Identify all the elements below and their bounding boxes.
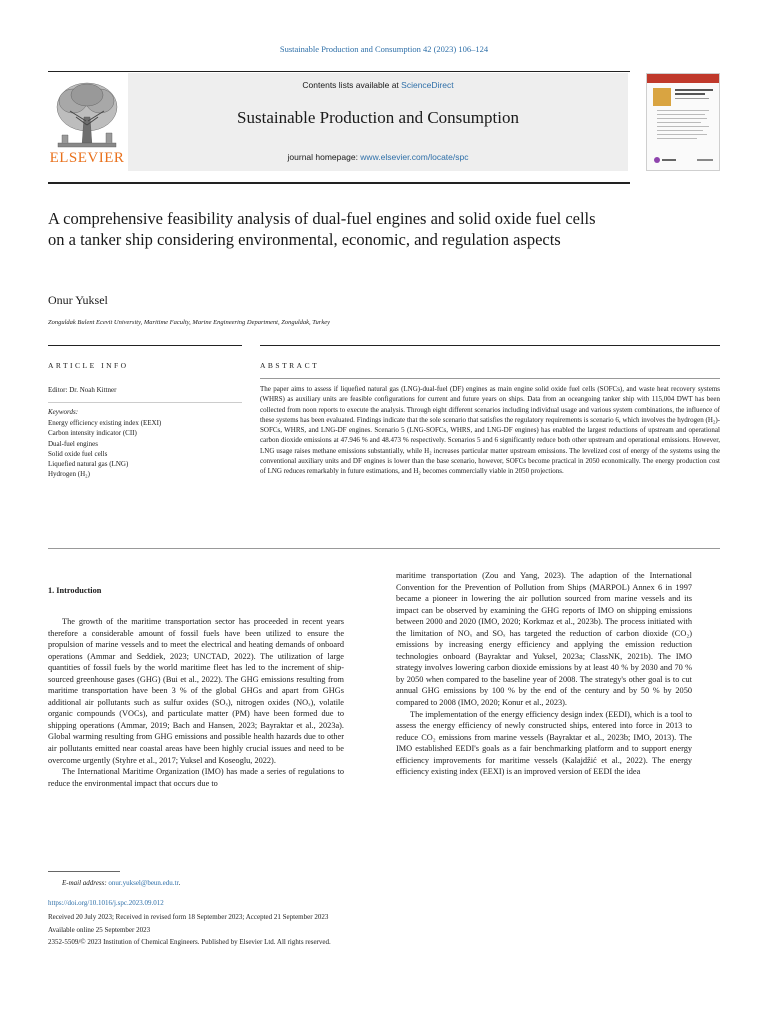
author-name[interactable]: Onur Yuksel xyxy=(48,293,108,307)
body-column-right xyxy=(396,570,692,778)
body-paragraph: maritime transportation (Zou and Yang, 2023). The adaption of the International Convention for the Prevention of Pollution from Ships (MARPOL) Annex 6 in 1997 became a pioneer in lowering the air pollution sourced from marine vessels and its impact can be observed by examining the GHG reports of IMO on shipping emissions between 2000 and 2020 (IMO, 2020; Korkmaz et al., 2023b). The process initiated with the limitation of NOₓ and SOₓ has targeted the reduction of carbon dioxide (CO₂) emissions by increasing energy efficiency and applying the emission reduction technologies onboard (Bayraktar and Yuksel, 2023a; ClassNK, 2021b). The IMO strategy involves lowering carbon dioxide emissions by at least 40 % by 2030 and 70 % by 2050 when compared to the baseline year of 2008. The strategy's other goal is to cut annual GHG emissions by 100 % by the end of the century and by 50 % by 2050 compared to 2008 (IMO, 2020; Konur et al., 2023). xyxy=(396,571,692,708)
sciencedirect-link[interactable]: ScienceDirect xyxy=(401,80,454,90)
homepage-link[interactable]: www.elsevier.com/locate/spc xyxy=(360,152,469,162)
keyword-item: Energy efficiency existing index (EEXI) xyxy=(48,419,162,427)
keyword-item: Carbon intensity indicator (CII) xyxy=(48,429,137,438)
abstract-rule xyxy=(260,345,720,346)
keyword-item: Solid oxide fuel cells xyxy=(48,449,108,458)
contents-prefix: Contents lists available at xyxy=(302,80,402,90)
header-bottom-rule xyxy=(48,182,630,184)
keyword-item: Dual-fuel engines xyxy=(48,439,98,448)
journal-title: Sustainable Production and Consumption xyxy=(237,108,519,127)
abstract-heading: ABSTRACT xyxy=(260,361,320,370)
body-paragraph: The implementation of the energy efficiency design index (EEDI), which is a tool to assess the energy efficiency of newly constructed ships, entered into force in 2013 to reduce CO₂ emissions from marine vessels (Bayraktar et al., 2023b; IMO, 2013). The IMO established EEDI's goals as a fair benchmarking platform and to support energy efficiency improvements for maritime vessels (Kalajdžić et al., 2022). The energy efficiency existing index (EEXI) is an improved version of EEDI the idea xyxy=(396,709,692,777)
running-head[interactable]: Sustainable Production and Consumption 42 (2023) 106–124 xyxy=(279,44,489,54)
keyword-item: Liquefied natural gas (LNG) xyxy=(48,460,129,469)
body-paragraph: The growth of the maritime transportation sector has proceeded in recent years therefore a considerable amount of fossil fuels have been utilized to ensure the propulsion of marine vessels and to meet the electrical and heating demands of onboard operations (Ammar and Seddiek, 2023; UNCTAD, 2022). The utilization of large quantities of fossil fuels by the world maritime fleet has led to the increment of ship-sourced greenhouse gases (GHG) (Bui et al., 2022). The GHG emissions resulting from maritime transportation have been 3 % of the global GHGs and apart from GHGs additional air pollutants such as sulfur oxides (SOₓ), nitrogen oxides (NOₓ), volatile organic compounds (VOCs), and particulate matter (PM) have been formed due to shipping operations (Ammar, 2019; Bach and Hansen, 2023; Bayraktar et al., 2023a). Global warming resulting from GHG emissions and possible health hazards due to other air pollutants emitted near coastal areas have been highly crucial issues and need to be overcome urgently (Styhre et al., 2017; Yuksel and Koseoglu, 2022). xyxy=(48,617,344,765)
contents-line xyxy=(128,80,628,90)
available-online: Available online 25 September 2023 xyxy=(48,926,151,934)
header-top-rule xyxy=(48,71,630,72)
homepage-line xyxy=(128,152,628,162)
email-link[interactable]: onur.yuksel@beun.edu.tr xyxy=(108,879,179,887)
body-column-left xyxy=(48,616,344,789)
abstract-text: The paper aims to assess if liquefied natural gas (LNG)-dual-fuel (DF) engines as main engine solid oxide fuel cells (SOFCs), and waste heat recovery systems (WHRS) as auxiliary units are feasible configurations for current and future years on ships. Data from an oceangoing tanker ship with 115,004 DWT has been collected from noon reports to execute the analysis. Through eight different scenarios including individual usage and various system combinations, the influence of these systems has been evaluated. Findings indicate that the sole scenario that satisfies the regulatory requirements is scenario 6, which involves the hydrogen (H₂)-SOFCs, WHRS, and LNG-DF engines. Scenario 5 (LNG-SOFCs, WHRS, and LNG-DF engines) has enabled the largest reductions of upstream and operational carbon dioxide emissions at 47.946 % and 48.473 % respectively. Scenarios 5 and 6 significantly reduce both other upstream and operational emissions. However, LNG usage raises methane emissions substantially, while H₂ increases particular matter upstream emissions. The levelized cost of energy of the systems using the conventional auxiliary units and DF engines is lower than the base scenario, however, SOFCs become practical in 2050 economically. The energy production cost of LNG reduces remarkably in future estimations, and H₂ becomes commercially viable in 2050 projections. xyxy=(260,385,720,476)
email-footnote xyxy=(62,879,180,887)
abstract-top-rule xyxy=(260,378,720,379)
author-affiliation: Zonguldak Bulent Ecevit University, Maritime Faculty, Marine Engineering Department, Zonguldak, Turkey xyxy=(48,319,330,326)
email-suffix: . xyxy=(178,879,181,887)
journal-cover-thumbnail[interactable] xyxy=(646,73,720,171)
article-info-separator xyxy=(48,402,242,403)
received-dates: Received 20 July 2023; Received in revised form 18 September 2023; Accepted 21 September 2023 xyxy=(48,913,329,921)
section-heading-introduction: 1. Introduction xyxy=(48,586,102,595)
email-label: E-mail address: xyxy=(62,879,109,887)
keyword-item: Hydrogen (H₂) xyxy=(48,470,90,479)
article-title: A comprehensive feasibility analysis of dual-fuel engines and solid oxide fuel cells on a tanker ship considering environmental, economic, and regulation aspects xyxy=(48,209,596,249)
copyright-line: 2352-5509/© 2023 Institution of Chemical Engineers. Published by Elsevier Ltd. All rights reserved. xyxy=(48,938,331,946)
footnote-rule xyxy=(48,871,120,872)
article-info-heading: ARTICLE INFO xyxy=(48,361,129,370)
body-paragraph: The International Maritime Organization (IMO) has made a series of regulations to reduce the environmental impact that occurs due to xyxy=(48,767,344,788)
abstract-bottom-rule xyxy=(48,548,720,549)
elsevier-wordmark: ELSEVIER xyxy=(49,150,125,166)
doi-link[interactable]: https://doi.org/10.1016/j.spc.2023.09.012 xyxy=(48,899,164,907)
editor-line: Editor: Dr. Noah Kittner xyxy=(48,386,117,394)
keywords-list xyxy=(48,418,161,480)
article-info-rule xyxy=(48,345,242,346)
keywords-heading: Keywords: xyxy=(48,408,79,416)
homepage-prefix: journal homepage: xyxy=(287,152,361,162)
